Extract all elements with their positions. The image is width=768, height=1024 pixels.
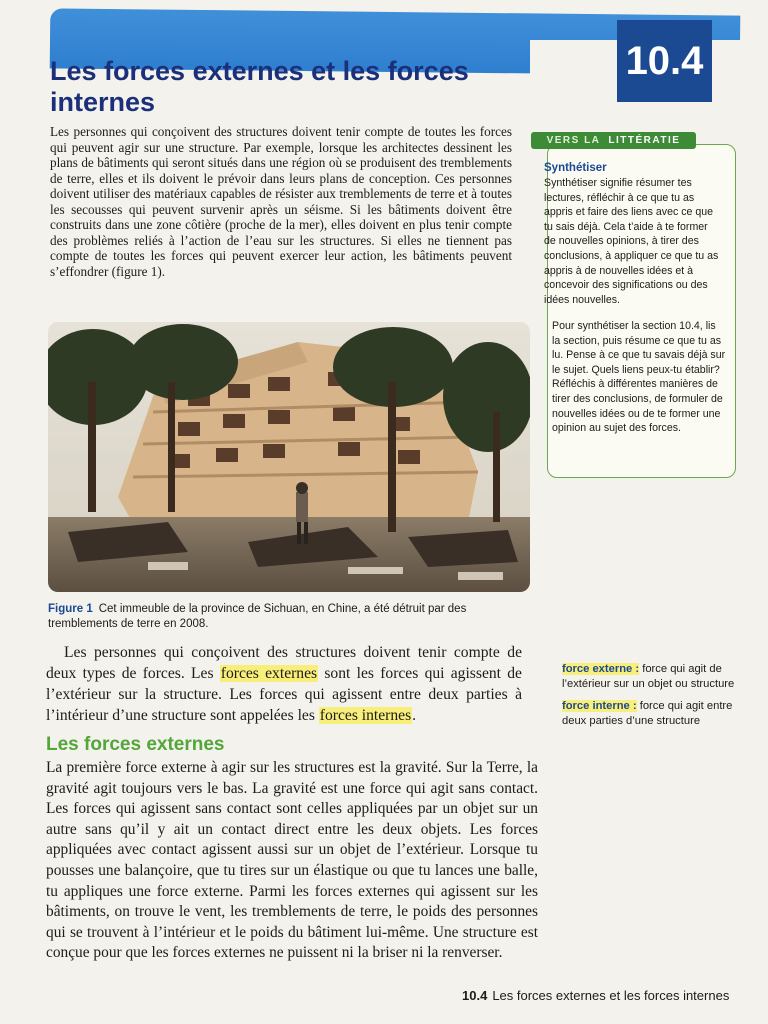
sidebar-header-litteratie: LITTÉRATIE [608,135,681,146]
sidebar-title: Synthétiser [544,162,607,174]
intro-paragraph: Les personnes qui conçoivent des structures doivent tenir compte de toutes les forces qui peuvent agir sur une structure. Par exemple, lorsque les architectes dessinent les plans de bâtiments qui seront situés dans une région où se produisent des tremblements de terre, elles et ils doivent le prévoir dans leurs plans de conception. Ces personnes doivent utiliser des matériaux capables de résister aux tremblements de terre et à toutes les secousses qui peuvent survenir après un séisme. Si les bâtiments doivent être construits dans une zone côtière (proche de la mer), elles doivent en plus tenir compte des problèmes reliés à l’action de l’eau sur les structures. Si elles ne tiennent pas compte de toutes les forces qui peuvent exercer leur action, les bâtiments peuvent s’effondrer (figure 1). [50,124,512,279]
sidebar-text-1: Synthétiser signifie résumer tes lectures, réfléchir à ce que tu as appris et faire des liens avec ce que tu sais déjà. Cela t’aide à te former de nouvelles opinions, à tirer des conclusions, à appliquer ce que tu as appris à de nouvelles idées et à concevoir des significations ou des idées nouvelles. [544,177,719,306]
body-paragraph-1 [46,642,522,726]
glossary-entry-force-interne [562,699,752,729]
footer-title: Les forces externes et les forces internes [492,988,730,1003]
highlight-forces-internes: forces internes [319,707,412,724]
figure-1-photo [48,322,530,592]
sidebar-header-vers: VERS LA [546,135,601,146]
para1-part1: Les personnes qui conçoivent des structures doivent tenir compte de deux types de forces. Les [46,644,522,682]
figure-caption-text: Cet immeuble de la province de Sichuan, en Chine, a été détruit par des tremblements de terre en 2008. [48,603,467,630]
figure-caption [48,602,488,632]
glossary-definition: force qui agit de l’extérieur sur un objet ou structure [562,663,735,690]
page-title: Les forces externes et les forces internes [50,56,469,117]
glossary-term: force interne : [562,700,637,712]
literacy-sidebar-header [531,132,696,149]
body-paragraph-2: La première force externe à agir sur les structures est la gravité. Sur la Terre, la gravité agit toujours vers le bas. La gravité est une force qui agit sans contact. Les forces qui agissent sans contact sont celles appliquées par un objet sur un autre sans qu’il y ait un contact direct entre les deux objets. Les forces appliquées avec contact agissent aussi sur un objet de l’extérieur. Lorsque tu pousses une balançoire, que tu tires sur un élastique ou que tu lances une balle, tu appliques une force externe. Parmi les forces externes qui agissent sur les bâtiments, on trouve le vent, les tremblements de terre, le poids des personnes qui se trouvent à l’intérieur et le poids du bâtiment lui-même. Une structure est conçue pour que les forces externes ne puissent ni la briser ni la renverser. [46,759,538,962]
page-footer [462,988,729,1003]
glossary-term: force externe : [562,663,640,675]
footer-section-number: 10.4 [462,988,488,1003]
collapsed-building-image [48,322,530,592]
subheading-forces-externes: Les forces externes [46,734,225,755]
highlight-forces-externes: forces externes [220,665,318,682]
para1-part2: sont les forces qui agissent de l’extérieur sur la structure. Les forces qui agissent entre deux parties à l’intérieur d’une structure sont appelées les [46,665,522,724]
figure-label: Figure 1 [48,603,93,615]
glossary-entry-force-externe [562,662,752,692]
sidebar-text-2: Pour synthétiser la section 10.4, lis la section, puis résume ce que tu as lu. Pense à ce que tu savais déjà sur le sujet. Quels liens peux-tu établir? Réfléchis à différentes manières de tirer des conclusions, de formuler de nouvelles idées ou de te former une opinion au sujet des forces. [552,320,726,435]
para1-part3: . [412,707,417,724]
glossary-definition: force qui agit entre deux parties d’une structure [562,700,733,727]
section-number-badge: 10.4 [617,20,712,102]
